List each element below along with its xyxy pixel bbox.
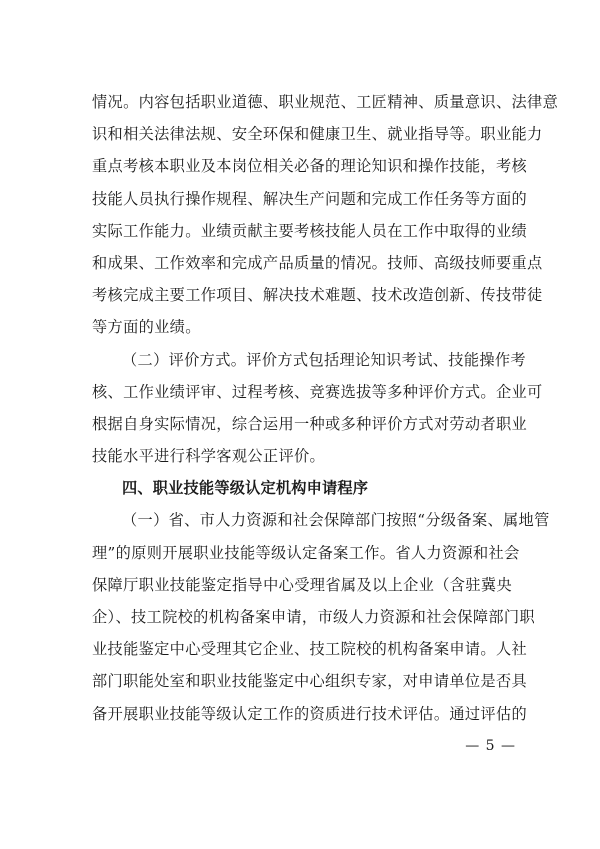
page-number: — 5 — xyxy=(465,738,516,754)
text-line: 保障厅职业技能鉴定指导中心受理省属及以上企业（含驻冀央 xyxy=(92,575,512,594)
text-line: 实际工作能力。业绩贡献主要考核技能人员在工作中取得的业绩 xyxy=(92,221,528,240)
text-line: 备开展职业技能等级认定工作的资质进行技术评估。通过评估的 xyxy=(92,704,528,723)
text-line: 技能水平进行科学客观公正评价。 xyxy=(92,447,326,466)
text-line: 理”的原则开展职业技能等级认定备案工作。省人力资源和社会 xyxy=(92,543,520,562)
text-line: 部门职能处室和职业技能鉴定中心组织专家，对申请单位是否具 xyxy=(92,672,528,691)
text-line: 等方面的业绩。 xyxy=(92,318,201,337)
document-body xyxy=(92,86,559,730)
text-line: 情况。内容包括职业道德、职业规范、工匠精神、质量意识、法律意 xyxy=(92,93,559,111)
text-line: 和成果、工作效率和完成产品质量的情况。技师、高级技师要重点 xyxy=(92,253,543,272)
text-line: 技能人员执行操作规程、解决生产问题和完成工作任务等方面的 xyxy=(92,189,528,208)
text-line: 重点考核本职业及本岗位相关必备的理论知识和操作技能，考核 xyxy=(92,157,528,176)
text-line: 考核完成主要工作项目、解决技术难题、技术改造创新、传技带徒 xyxy=(92,286,543,305)
text-line: 识和相关法律法规、安全环保和健康卫生、就业指导等。职业能力 xyxy=(92,125,543,144)
text-line: 企）、技工院校的机构备案申请，市级人力资源和社会保障部门职 xyxy=(92,608,535,626)
text-line: （一）省、市人力资源和社会保障部门按照“分级备案、属地管 xyxy=(122,511,550,530)
section-heading: 四、职业技能等级认定机构申请程序 xyxy=(122,479,369,498)
text-line: 业技能鉴定中心受理其它企业、技工院校的机构备案申请。人社 xyxy=(92,640,528,659)
text-line: 根据自身实际情况，综合运用一种或多种评价方式对劳动者职业 xyxy=(92,414,528,433)
text-line: 核、工作业绩评审、过程考核、竞赛选拔等多种评价方式。企业可 xyxy=(92,382,543,401)
text-line: （二）评价方式。评价方式包括理论知识考试、技能操作考 xyxy=(122,350,526,369)
